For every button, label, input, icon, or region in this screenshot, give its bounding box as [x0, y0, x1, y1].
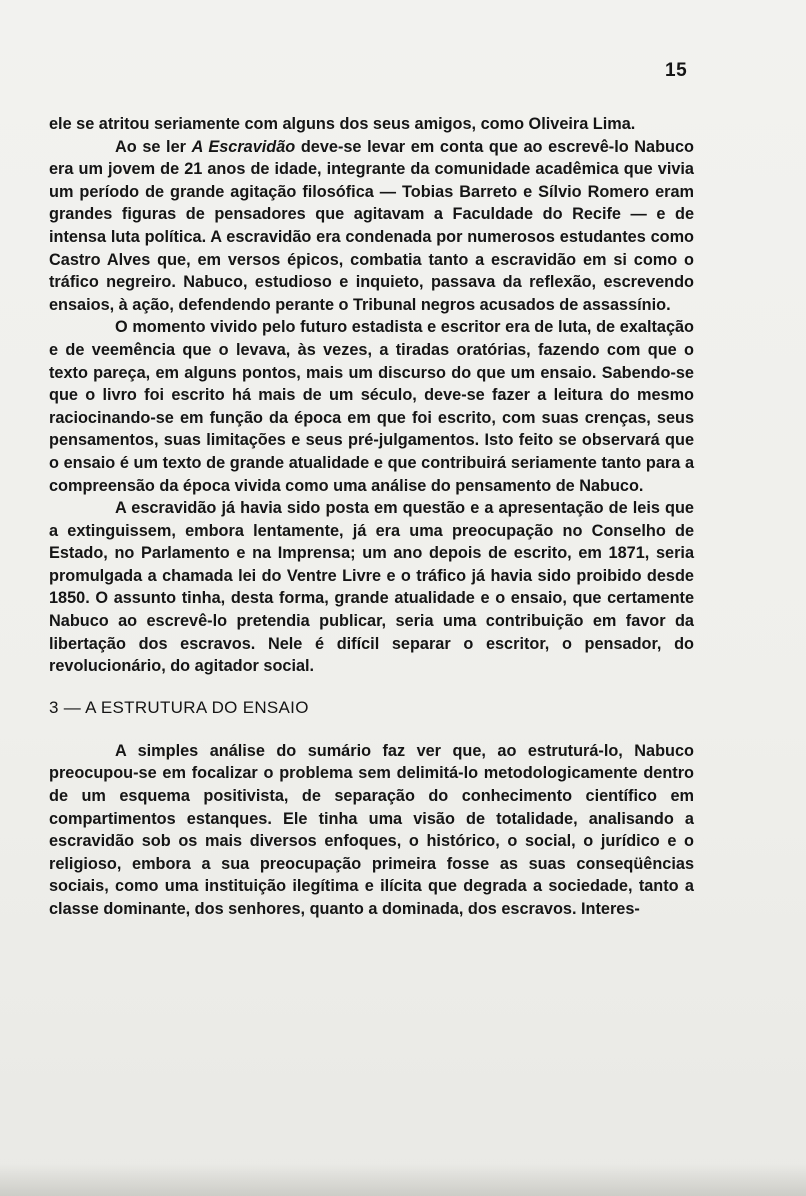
paragraph-legal-context: A escravidão já havia sido posta em questão e a apresentação de leis que a extinguissem, embora lentamente, já era uma preocupação no Conselho de Estado, no Parlamento e na Imprensa; um ano depois de escrito, em 1871, seria promulgada a chamada lei do Ventre Livre e o tráfico já havia sido proibido desde 1850. O assunto tinha, desta forma, grande atualidade e o ensaio, que certamente Nabuco ao escrevê-lo pretendia publicar, seria uma contribuição em favor da libertação dos escravos. Nele é difícil separar o escritor, o pensador, do revolucionário, do agitador social.: [49, 499, 694, 676]
paragraph-continuation: ele se atritou seriamente com alguns dos seus amigos, como Oliveira Lima.: [49, 115, 636, 133]
page-bottom-shadow: [0, 1164, 806, 1196]
book-title-italic: A Escravidão: [191, 137, 296, 156]
section-heading: 3 — A ESTRUTURA DO ENSAIO: [49, 697, 309, 717]
paragraph-historical-moment: O momento vivido pelo futuro estadista e escritor era de luta, de exaltação e de veemência que o levava, às vezes, a tiradas oratórias, fazendo com que o texto pareça, em alguns pontos, mais um discurso do que um ensaio. Sabendo-se que o livro foi escrito há mais de um século, deve-se fazer a leitura do mesmo raciocinando-se em função da época em que foi escrito, com suas crenças, seus pensamentos, suas limitações e seus pré-julgamentos. Isto feito se observará que o ensaio é um texto de grande atualidade e que contribuirá seriamente tanto para a compreensão da época vivida como uma análise do pensamento de Nabuco.: [49, 318, 694, 495]
page-body: [49, 113, 694, 921]
paragraph-lead-text: Ao se ler: [115, 137, 192, 156]
paragraph-essay-structure: A simples análise do sumário faz ver que, ao estruturá-lo, Nabuco preocupou-se em focalizar o problema sem delimitá-lo metodologicamente dentro de um esquema positivista, de separação do conhecimento científico em compartimentos estanques. Ele tinha uma visão de totalidade, analisando a escravidão sob os mais diversos enfoques, o histórico, o social, o jurídico e o religioso, embora a sua preocupação primeira fosse as suas conseqüências sociais, como uma instituição ilegítima e ilícita que degrada a sociedade, tanto a classe dominante, dos senhores, quanto a dominada, dos escravos. Interes-: [49, 741, 694, 918]
paragraph-escravidao-context: [49, 136, 694, 317]
paragraph-rest-text: deve-se levar em conta que ao escrevê-lo Nabuco era um jovem de 21 anos de idade, integrante da comunidade acadêmica que vivia um período de grande agitação filosófica — Tobias Barreto e Sílvio Romero eram grandes figuras de pensadores que agitavam a Faculdade do Recife — e de intensa luta política. A escravidão era condenada por numerosos estudantes como Castro Alves que, em versos épicos, combatia tanto a escravidão em si como o tráfico negreiro. Nabuco, estudioso e inquieto, passava da reflexão, escrevendo ensaios, à ação, defendendo perante o Tribunal negros acusados de assassínio.: [49, 137, 694, 314]
page-number: 15: [665, 60, 688, 81]
